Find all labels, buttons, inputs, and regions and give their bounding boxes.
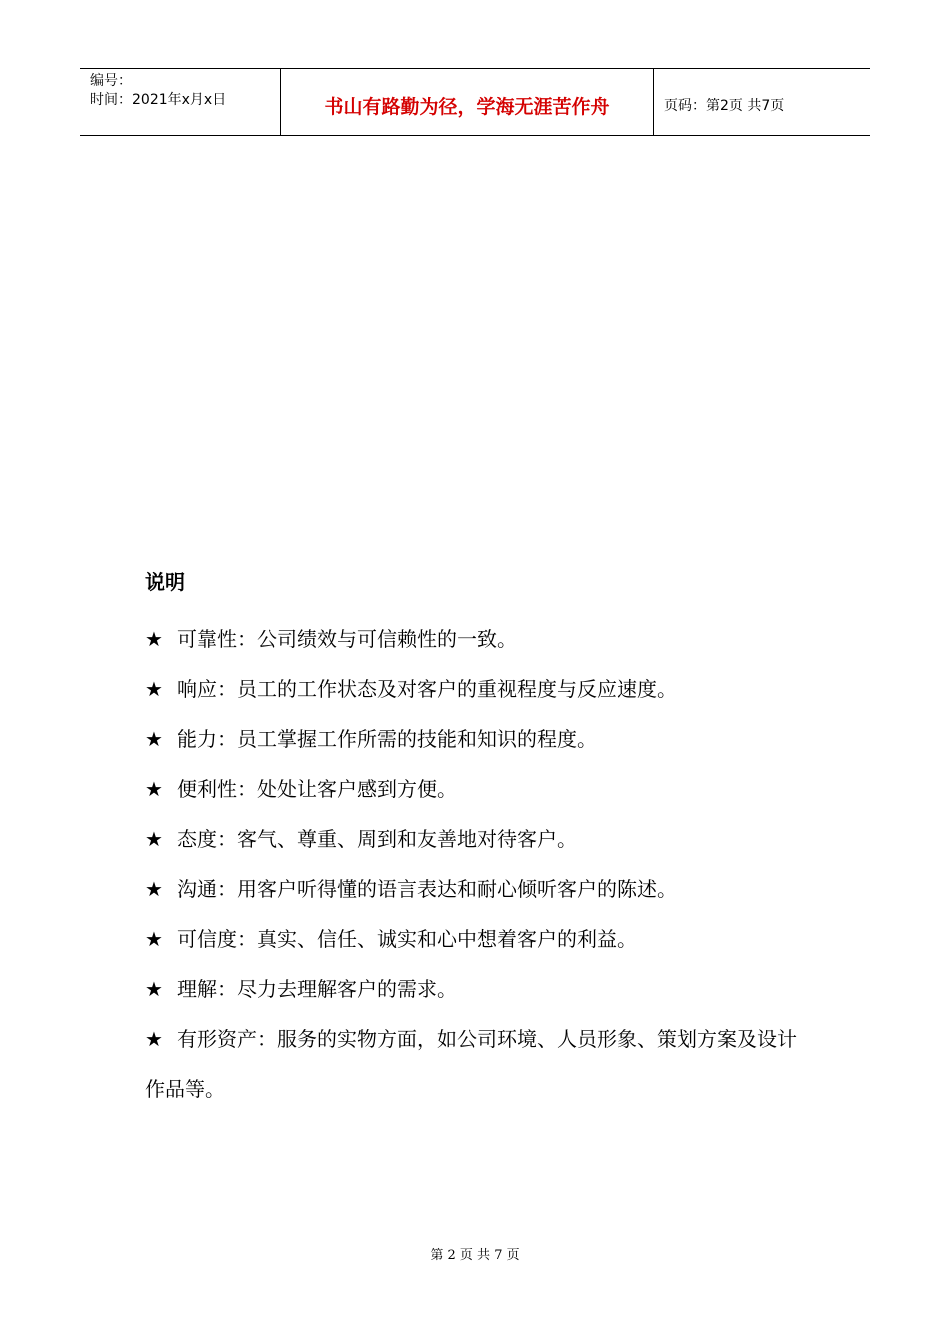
list-item	[145, 614, 825, 664]
header-page-info: 页码：第2页 共7页	[664, 98, 785, 114]
star-icon: ★	[145, 777, 163, 801]
list-item-text: 可信度：真实、信任、诚实和心中想着客户的利益。	[177, 927, 637, 951]
star-icon: ★	[145, 1027, 163, 1051]
list-item-text: 有形资产：服务的实物方面，如公司环境、人员形象、策划方案及设计作品等。	[145, 1027, 797, 1101]
list-item	[145, 714, 825, 764]
list-item	[145, 1014, 815, 1114]
list-item	[145, 814, 825, 864]
list-item	[145, 664, 825, 714]
header-meta	[80, 69, 281, 135]
document-date-label: 时间：2021年x月x日	[90, 92, 227, 108]
star-icon: ★	[145, 627, 163, 651]
star-icon: ★	[145, 877, 163, 901]
list-item	[145, 964, 825, 1014]
list-item-text: 响应：员工的工作状态及对客户的重视程度与反应速度。	[177, 677, 677, 701]
document-number-label: 编号：	[90, 73, 132, 89]
list-item-text: 沟通：用客户听得懂的语言表达和耐心倾听客户的陈述。	[177, 877, 677, 901]
header-motto: 书山有路勤为径，学海无涯苦作舟	[281, 69, 654, 135]
star-icon: ★	[145, 677, 163, 701]
star-icon: ★	[145, 927, 163, 951]
star-icon: ★	[145, 977, 163, 1001]
section-heading: 说明	[145, 570, 185, 594]
list-item-text: 态度：客气、尊重、周到和友善地对待客户。	[177, 827, 577, 851]
list-item-text: 便利性：处处让客户感到方便。	[177, 777, 457, 801]
page-header	[80, 68, 870, 136]
list-item-text: 可靠性：公司绩效与可信赖性的一致。	[177, 627, 517, 651]
star-icon: ★	[145, 727, 163, 751]
star-icon: ★	[145, 827, 163, 851]
page-footer: 第 2 页 共 7 页	[430, 1248, 520, 1263]
list-item-text: 能力：员工掌握工作所需的技能和知识的程度。	[177, 727, 597, 751]
list-item	[145, 864, 825, 914]
list-item-text: 理解：尽力去理解客户的需求。	[177, 977, 457, 1001]
document-body	[145, 564, 825, 1114]
list-item	[145, 914, 825, 964]
list-item	[145, 764, 825, 814]
